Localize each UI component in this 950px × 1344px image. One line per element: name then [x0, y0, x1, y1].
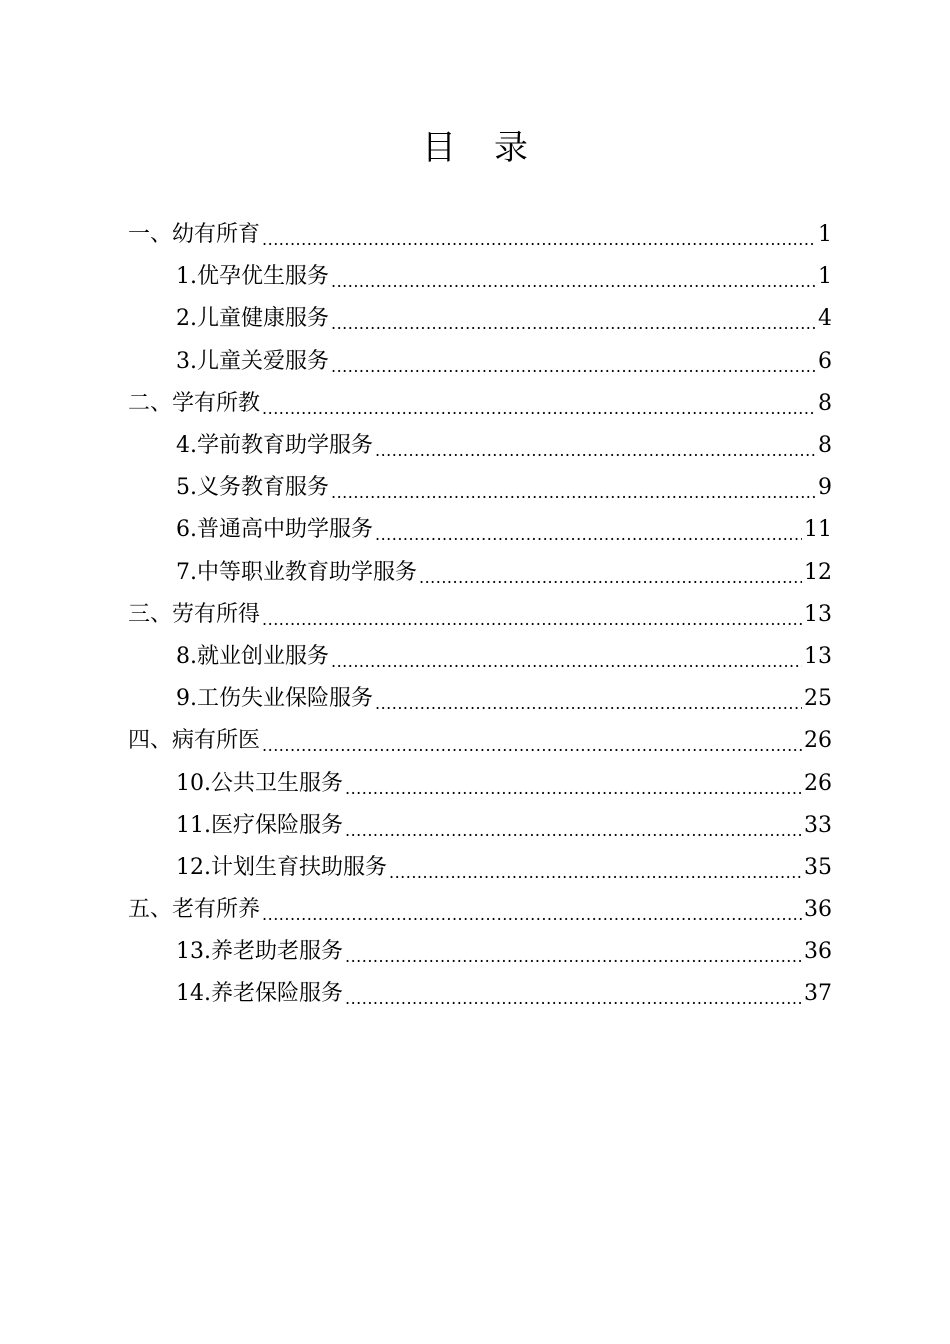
toc-dot-leader — [389, 847, 802, 889]
toc-page-number: 36 — [804, 939, 832, 965]
toc-page-number: 33 — [804, 812, 832, 838]
toc-subsection-entry[interactable] — [0, 973, 950, 1015]
toc-dot-leader — [262, 383, 816, 425]
toc-entry-label: 7.中等职业教育助学服务 — [176, 559, 417, 585]
toc-subsection-entry[interactable] — [0, 931, 950, 973]
toc-page-number: 4 — [818, 306, 832, 332]
toc-page-number: 1 — [818, 264, 832, 290]
toc-entry-label: 4.学前教育助学服务 — [176, 433, 373, 459]
toc-entry-label: 6.普通高中助学服务 — [176, 517, 373, 543]
toc-dot-leader — [331, 467, 816, 509]
toc-dot-leader — [262, 594, 802, 636]
toc-page-number: 11 — [804, 517, 832, 543]
toc-subsection-entry[interactable] — [0, 636, 950, 678]
toc-section-entry[interactable] — [0, 594, 950, 636]
toc-subsection-entry[interactable] — [0, 762, 950, 804]
toc-section-entry[interactable] — [0, 720, 950, 762]
toc-page-number: 35 — [804, 854, 832, 880]
toc-entry-label: 10.公共卫生服务 — [176, 770, 343, 796]
toc-page-number: 12 — [804, 559, 832, 585]
toc-entry-label: 1.优孕优生服务 — [176, 264, 329, 290]
toc-subsection-entry[interactable] — [0, 552, 950, 594]
toc-entry-label: 3.儿童关爱服务 — [176, 348, 329, 374]
toc-page-number: 26 — [804, 728, 832, 754]
toc-page-number: 9 — [818, 475, 832, 501]
toc-dot-leader — [262, 214, 816, 256]
toc-entry-label: 8.就业创业服务 — [176, 643, 329, 669]
table-of-contents — [0, 214, 950, 1016]
toc-entry-label: 三、劳有所得 — [128, 601, 261, 627]
toc-entry-label: 5.义务教育服务 — [176, 475, 329, 501]
toc-entry-label: 11.医疗保险服务 — [176, 812, 343, 838]
toc-page-number: 13 — [804, 643, 832, 669]
toc-dot-leader — [331, 341, 816, 383]
toc-entry-label: 五、老有所养 — [128, 897, 261, 923]
toc-subsection-entry[interactable] — [0, 847, 950, 889]
toc-page-number: 37 — [804, 981, 832, 1007]
toc-subsection-entry[interactable] — [0, 298, 950, 340]
toc-entry-label: 一、幼有所育 — [128, 222, 261, 248]
toc-dot-leader — [345, 763, 802, 805]
toc-dot-leader — [331, 298, 816, 340]
title-char-1: 目 — [422, 128, 456, 168]
toc-section-entry[interactable] — [0, 889, 950, 931]
title-char-2: 录 — [494, 128, 528, 168]
toc-subsection-entry[interactable] — [0, 425, 950, 467]
toc-dot-leader — [375, 509, 802, 551]
toc-dot-leader — [331, 256, 816, 298]
toc-dot-leader — [375, 425, 816, 467]
toc-entry-label: 二、学有所教 — [128, 390, 261, 416]
toc-dot-leader — [262, 720, 802, 762]
toc-page-number: 36 — [804, 897, 832, 923]
toc-page-number: 8 — [818, 433, 832, 459]
toc-entry-label: 四、病有所医 — [128, 728, 261, 754]
toc-dot-leader — [375, 678, 802, 720]
toc-page-number: 1 — [818, 222, 832, 248]
toc-page-number: 25 — [804, 686, 832, 712]
toc-entry-label: 12.计划生育扶助服务 — [176, 854, 387, 880]
toc-subsection-entry[interactable] — [0, 256, 950, 298]
toc-subsection-entry[interactable] — [0, 678, 950, 720]
toc-dot-leader — [331, 636, 802, 678]
toc-dot-leader — [345, 973, 802, 1015]
toc-dot-leader — [262, 889, 802, 931]
toc-page-number: 26 — [804, 770, 832, 796]
toc-entry-label: 9.工伤失业保险服务 — [176, 686, 373, 712]
toc-section-entry[interactable] — [0, 214, 950, 256]
toc-subsection-entry[interactable] — [0, 509, 950, 551]
toc-dot-leader — [345, 931, 802, 973]
toc-dot-leader — [345, 805, 802, 847]
toc-subsection-entry[interactable] — [0, 341, 950, 383]
toc-entry-label: 13.养老助老服务 — [176, 939, 343, 965]
toc-subsection-entry[interactable] — [0, 467, 950, 509]
toc-entry-label: 14.养老保险服务 — [176, 981, 343, 1007]
page-title — [0, 124, 950, 172]
toc-page-number: 13 — [804, 601, 832, 627]
toc-dot-leader — [419, 552, 802, 594]
toc-subsection-entry[interactable] — [0, 805, 950, 847]
toc-page-number: 6 — [818, 348, 832, 374]
toc-section-entry[interactable] — [0, 383, 950, 425]
toc-page-number: 8 — [818, 390, 832, 416]
toc-entry-label: 2.儿童健康服务 — [176, 306, 329, 332]
